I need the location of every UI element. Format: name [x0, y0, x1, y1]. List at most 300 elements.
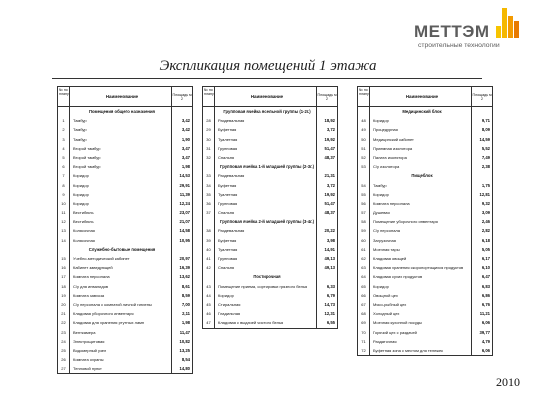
room-number: 32	[203, 153, 215, 162]
room-area: 3,98	[326, 237, 335, 243]
room-name: Приемная изолятора	[370, 144, 472, 153]
table-row	[358, 217, 492, 226]
room-name: Раздаточная	[370, 337, 472, 346]
room-area	[317, 107, 337, 116]
room-area: 14,53	[179, 173, 190, 179]
room-number: 42	[203, 263, 215, 272]
room-number: 66	[358, 291, 370, 300]
room-number: 45	[203, 300, 215, 309]
room-name: Коридор	[70, 199, 172, 208]
room-name: Коридор	[370, 116, 472, 125]
room-name: С/у для инвалидов	[70, 282, 172, 291]
table-row	[358, 346, 492, 355]
room-number: 48	[358, 116, 370, 125]
table-row	[58, 263, 192, 272]
room-name: Стиральная	[215, 300, 317, 309]
table-row	[358, 318, 492, 327]
table-row	[358, 199, 492, 208]
logo-bar	[514, 21, 519, 38]
room-area: 14,73	[324, 301, 335, 307]
room-area: 19,92	[324, 136, 335, 142]
table-row	[358, 116, 492, 125]
room-area: 6,06	[481, 320, 490, 326]
room-name: Вестибюль	[70, 217, 172, 226]
room-number: 33	[203, 171, 215, 180]
header-name: Наименование	[70, 87, 172, 106]
table-row	[358, 263, 492, 272]
table-row	[203, 263, 337, 272]
table-row	[58, 226, 192, 235]
room-area	[172, 245, 192, 254]
room-number: 41	[203, 254, 215, 263]
section-title: Постирочная	[215, 272, 317, 281]
header-area: Площадь м 2	[317, 92, 337, 101]
header-number: № по плану	[58, 87, 70, 106]
room-number: 23	[58, 328, 70, 337]
header-area: Площадь м 2	[472, 92, 492, 101]
room-name: Спальня	[215, 153, 317, 162]
room-name: С/у изолятора	[370, 162, 472, 171]
room-name: Венткамера	[70, 328, 172, 337]
room-name: Коридор	[370, 190, 472, 199]
room-number: 15	[58, 254, 70, 263]
table-row	[58, 217, 192, 226]
table-row	[358, 135, 492, 144]
table-row	[358, 153, 492, 162]
room-area: 8,61	[181, 283, 190, 289]
room-name: Горячий цех с раздачей	[370, 328, 472, 337]
document-year: 2010	[496, 375, 520, 389]
room-area: 5,05	[481, 246, 490, 252]
room-number: 62	[358, 254, 370, 263]
room-number: 10	[58, 199, 70, 208]
room-area: 6,47	[481, 274, 490, 280]
room-name: Моечная тары	[370, 245, 472, 254]
room-area: 21,07	[179, 219, 190, 225]
room-area: 6,17	[481, 256, 490, 261]
room-number: 67	[358, 300, 370, 309]
room-name: Раздевальная	[215, 116, 317, 125]
room-area: 9,32	[481, 200, 490, 206]
room-name: Комната персонала	[370, 199, 472, 208]
room-number: 63	[358, 263, 370, 272]
room-number: 26	[58, 355, 70, 364]
table-header	[358, 87, 492, 107]
room-name: Спальня	[215, 208, 317, 217]
room-number: 9	[58, 190, 70, 199]
section-title: Пищеблок	[370, 171, 472, 180]
room-area: 51,47	[324, 145, 335, 151]
table-row	[203, 226, 337, 235]
room-name: Овощной цех	[370, 291, 472, 300]
room-number: 24	[58, 337, 70, 346]
room-number: 53	[358, 162, 370, 171]
room-area: 49,13	[324, 265, 335, 271]
table-row	[203, 300, 337, 309]
table-row	[358, 328, 492, 337]
table-row	[58, 282, 192, 291]
table-row	[58, 153, 192, 162]
room-table-1	[57, 86, 193, 374]
room-number: 18	[58, 282, 70, 291]
room-name: Групповая	[215, 144, 317, 153]
room-area	[317, 162, 337, 171]
room-area: 8,59	[181, 292, 190, 298]
room-number: 72	[358, 346, 370, 355]
table-row	[58, 116, 192, 125]
room-area: 48,37	[324, 210, 335, 216]
room-name: Раздевальная	[215, 226, 317, 235]
room-name: Медицинский кабинет	[370, 135, 472, 144]
table-row	[203, 318, 337, 327]
room-name: Помещение уборочного инвентаря	[370, 217, 472, 226]
table-row	[358, 282, 492, 291]
room-number: 64	[358, 272, 370, 281]
table-row	[58, 309, 192, 318]
table-row	[58, 254, 192, 263]
table-row	[58, 144, 192, 153]
room-number: 61	[358, 245, 370, 254]
room-name: Коридор	[70, 190, 172, 199]
table-row	[58, 208, 192, 217]
table-row	[203, 190, 337, 199]
room-name: Коридор	[215, 291, 317, 300]
room-area: 10,95	[179, 237, 190, 243]
table-row	[358, 309, 492, 318]
room-name: Спальня	[215, 263, 317, 272]
room-area: 14,80	[179, 366, 190, 372]
room-name: Кладовая хранения скоропортящихся продуктов	[370, 263, 472, 272]
room-area: 3,09	[481, 210, 490, 216]
room-number	[203, 217, 215, 226]
table-row	[358, 300, 492, 309]
room-area: 3,47	[181, 145, 190, 151]
section-title: Медицинский блок	[370, 107, 472, 116]
room-name: Кладовая уборочного инвентаря	[70, 309, 172, 318]
table-row	[58, 328, 192, 337]
room-name: Процедурная	[370, 125, 472, 134]
room-name: Буфетная	[215, 181, 317, 190]
section-title: Групповая ячейка 2-й младшей группы (3-4г.)	[215, 217, 317, 226]
room-name: С/у персонала	[370, 226, 472, 235]
room-area: 23,07	[179, 210, 190, 216]
table-row	[58, 236, 192, 245]
room-name: Второй тамбур	[70, 153, 172, 162]
table-row	[58, 272, 192, 281]
table-row	[58, 171, 192, 180]
room-area: 12,81	[479, 191, 490, 197]
room-name: Туалетная	[215, 245, 317, 254]
table-row	[203, 135, 337, 144]
room-area: 6,55	[326, 320, 335, 326]
room-number: 2	[58, 125, 70, 134]
table-row	[358, 272, 492, 281]
room-name: Моечная кухонной посуды	[370, 318, 472, 327]
room-area: 6,33	[326, 283, 335, 289]
room-number: 43	[203, 282, 215, 291]
room-area: 6,06	[481, 347, 490, 353]
logo-tagline: строительные технологии	[418, 42, 500, 49]
room-number: 59	[358, 226, 370, 235]
room-name: Водомерный узел	[70, 346, 172, 355]
table-row	[203, 144, 337, 153]
table-row	[58, 318, 192, 327]
room-name: Кладовая с выдачей чистого белья	[215, 318, 317, 327]
logo-bars-icon	[496, 8, 522, 38]
logo-name: МЕТТЭМ	[414, 22, 490, 41]
room-name: Второй тамбур	[70, 162, 172, 171]
room-area: 13,25	[179, 347, 190, 353]
room-area: 39,77	[479, 329, 490, 335]
room-name: Кладовая сухих продуктов	[370, 272, 472, 281]
room-number: 52	[358, 153, 370, 162]
section-row	[203, 217, 337, 226]
room-number: 68	[358, 309, 370, 318]
room-name: Тамбур	[70, 116, 172, 125]
room-number: 71	[358, 337, 370, 346]
room-name: Холодный цех	[370, 309, 472, 318]
room-number: 55	[358, 190, 370, 199]
room-name: С/у персонала с комнатой личной гигиены	[70, 300, 172, 309]
room-area: 6,18	[481, 237, 490, 243]
room-number: 4	[58, 144, 70, 153]
room-name: Электрощитовая	[70, 337, 172, 346]
room-number: 8	[58, 181, 70, 190]
room-number: 47	[203, 318, 215, 327]
room-area	[172, 107, 192, 116]
room-area: 14,59	[479, 136, 490, 142]
room-area	[472, 107, 492, 116]
room-name: Туалетная	[215, 190, 317, 199]
room-area: 4,79	[481, 338, 490, 344]
room-area: 7,49	[481, 154, 490, 160]
room-name: Вестибюль	[70, 208, 172, 217]
table-row	[358, 208, 492, 217]
room-number: 65	[358, 282, 370, 291]
room-area: 14,58	[179, 228, 190, 234]
room-area: 2,82	[481, 228, 490, 234]
section-row	[203, 162, 337, 171]
room-name: Тамбур	[370, 181, 472, 190]
table-row	[58, 135, 192, 144]
room-area: 51,47	[324, 200, 335, 206]
room-area: 13,62	[179, 274, 190, 280]
room-number	[358, 171, 370, 180]
room-number: 6	[58, 162, 70, 171]
room-number: 25	[58, 346, 70, 355]
table-row	[358, 226, 492, 235]
room-number: 40	[203, 245, 215, 254]
room-area: 8,54	[181, 357, 190, 363]
table-row	[58, 337, 192, 346]
room-name: Помещение приема, сортировки грязного белья	[215, 282, 317, 291]
section-row	[358, 171, 492, 180]
room-name: Учебно-методический кабинет	[70, 254, 172, 263]
room-area: 49,13	[324, 256, 335, 261]
room-number: 12	[58, 217, 70, 226]
room-area: 12,24	[179, 200, 190, 206]
room-number: 46	[203, 309, 215, 318]
room-number: 50	[358, 135, 370, 144]
room-area: 3,47	[181, 154, 190, 160]
section-title: Служебно-бытовые помещения	[70, 245, 172, 254]
table-row	[358, 125, 492, 134]
table-row	[58, 190, 192, 199]
section-title: Групповая ячейка 1-й младшей группы (2-3г.)	[215, 162, 317, 171]
table-row	[203, 282, 337, 291]
table-row	[358, 291, 492, 300]
table-row	[203, 309, 337, 318]
room-area: 29,91	[179, 182, 190, 188]
room-area: 3,72	[326, 182, 335, 188]
section-row	[358, 107, 492, 116]
room-number: 17	[58, 272, 70, 281]
room-name: Буфетная	[215, 236, 317, 245]
table-row	[358, 190, 492, 199]
room-number: 60	[358, 236, 370, 245]
room-area: 6,76	[481, 301, 490, 307]
room-number: 56	[358, 199, 370, 208]
room-name: Кладовая для хранения ртутных ламп	[70, 318, 172, 327]
room-area: 2,11	[182, 311, 190, 317]
room-number: 44	[203, 291, 215, 300]
table-row	[203, 181, 337, 190]
room-number: 38	[203, 226, 215, 235]
room-number: 31	[203, 144, 215, 153]
room-area	[472, 171, 492, 180]
header-number: № по плану	[203, 87, 215, 106]
room-number: 28	[203, 116, 215, 125]
header-area: Площадь м 2	[172, 92, 192, 101]
room-area: 16,39	[179, 265, 190, 271]
room-area: 6,86	[481, 292, 490, 298]
room-area: 8,09	[481, 127, 490, 133]
table-row	[58, 300, 192, 309]
table-header	[203, 87, 337, 107]
room-area: 21,31	[324, 173, 335, 179]
room-number: 3	[58, 135, 70, 144]
room-area: 11,39	[179, 191, 190, 197]
room-number: 57	[358, 208, 370, 217]
room-area: 1,75	[481, 182, 490, 188]
room-area: 5,52	[481, 145, 490, 151]
room-name: Буфетная	[215, 125, 317, 134]
room-name: Туалетная	[215, 135, 317, 144]
room-area: 18,92	[324, 118, 335, 124]
room-number: 21	[58, 309, 70, 318]
room-number: 7	[58, 171, 70, 180]
table-row	[203, 199, 337, 208]
table-row	[203, 291, 337, 300]
section-row	[58, 107, 192, 116]
table-row	[203, 125, 337, 134]
table-row	[203, 153, 337, 162]
page-title: Экспликация помещений 1 этажа	[159, 58, 377, 74]
room-area: 20,22	[324, 228, 335, 234]
section-row	[203, 107, 337, 116]
room-number: 54	[358, 181, 370, 190]
room-number: 39	[203, 236, 215, 245]
room-name: Мясо-рыбный цех	[370, 300, 472, 309]
room-number: 16	[58, 263, 70, 272]
table-row	[58, 181, 192, 190]
table-row	[58, 125, 192, 134]
header-number: № по плану	[358, 87, 370, 106]
room-area: 1,98	[181, 320, 190, 326]
room-name: Комната завхоза	[70, 291, 172, 300]
room-area: 12,31	[324, 311, 335, 317]
room-name: Второй тамбур	[70, 144, 172, 153]
room-area: 6,79	[326, 292, 335, 298]
table-row	[58, 346, 192, 355]
room-area: 19,92	[324, 191, 335, 197]
room-number: 34	[203, 181, 215, 190]
room-table-2	[202, 86, 338, 329]
header-name: Наименование	[215, 87, 317, 106]
table-row	[203, 254, 337, 263]
room-number	[358, 107, 370, 116]
room-name: Раздевальная	[215, 171, 317, 180]
room-name: Колясочная	[70, 226, 172, 235]
room-name: Колясочная	[70, 236, 172, 245]
room-number: 13	[58, 226, 70, 235]
room-area: 10,82	[179, 338, 190, 344]
table-row	[358, 337, 492, 346]
room-number: 5	[58, 153, 70, 162]
room-area: 9,71	[481, 118, 490, 124]
room-number: 22	[58, 318, 70, 327]
room-name: Гладильная	[215, 309, 317, 318]
room-area: 1,98	[181, 164, 190, 170]
room-number	[203, 107, 215, 116]
table-row	[203, 116, 337, 125]
room-name: Тепловой пункт	[70, 364, 172, 373]
table-row	[58, 355, 192, 364]
room-area: 3,42	[181, 118, 190, 124]
room-number	[203, 162, 215, 171]
table-row	[358, 236, 492, 245]
room-number: 19	[58, 291, 70, 300]
room-area: 6,10	[481, 265, 490, 271]
table-header	[58, 87, 192, 107]
room-name: Коридор	[70, 171, 172, 180]
title-divider	[52, 78, 482, 79]
room-area: 6,83	[481, 283, 490, 289]
room-area: 3,42	[181, 127, 190, 133]
room-number: 29	[203, 125, 215, 134]
logo-bar	[508, 16, 513, 38]
table-row	[358, 144, 492, 153]
table-row	[58, 199, 192, 208]
room-number: 35	[203, 190, 215, 199]
room-area: 2,38	[481, 164, 490, 170]
room-area: 3,72	[326, 127, 335, 133]
room-name: Тамбур	[70, 135, 172, 144]
room-name: Кладовая овощей	[370, 254, 472, 263]
room-number: 14	[58, 236, 70, 245]
table-row	[203, 208, 337, 217]
logo-bar	[502, 8, 507, 38]
section-row	[58, 245, 192, 254]
room-number: 36	[203, 199, 215, 208]
room-name: Групповая	[215, 254, 317, 263]
table-row	[58, 162, 192, 171]
room-number: 11	[58, 208, 70, 217]
room-area	[317, 217, 337, 226]
room-area: 14,91	[324, 246, 335, 252]
room-name: Душевая	[370, 208, 472, 217]
room-number: 49	[358, 125, 370, 134]
